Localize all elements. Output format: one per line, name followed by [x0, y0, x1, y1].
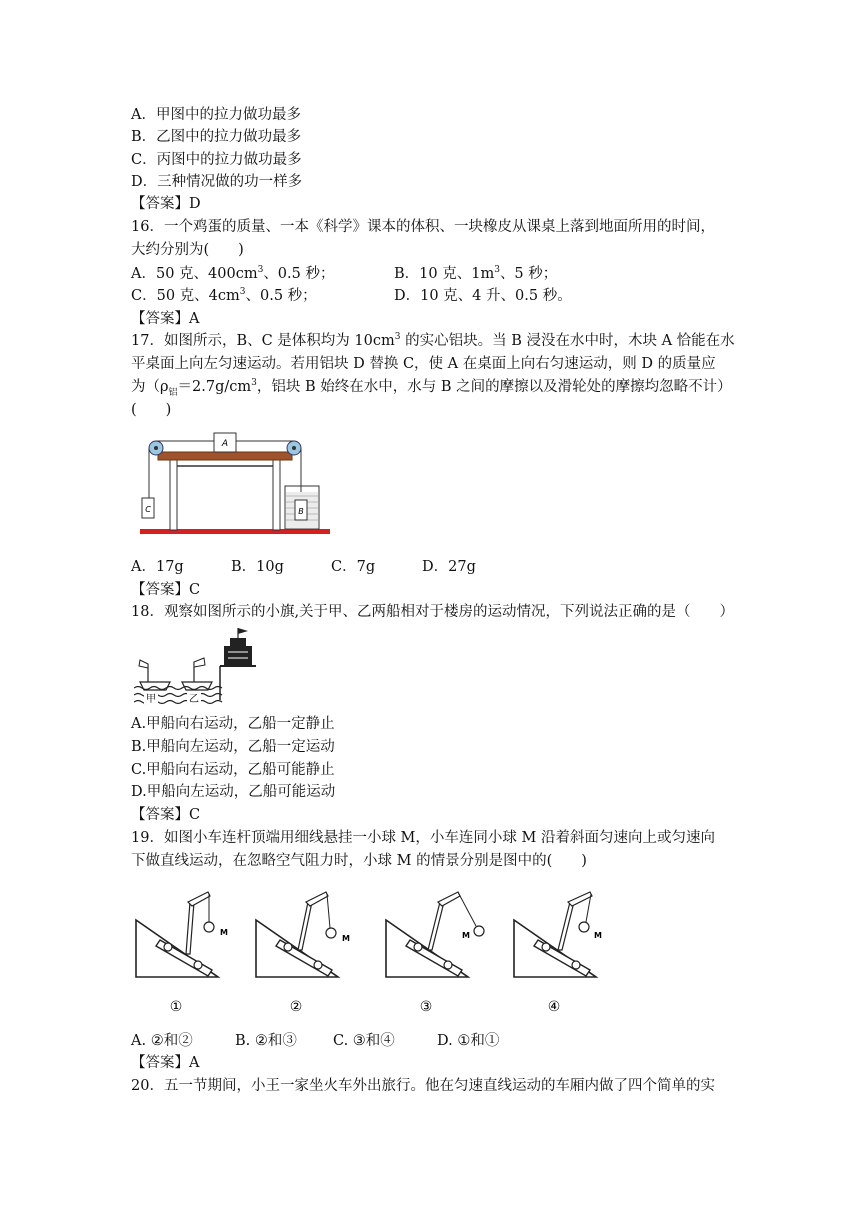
q19-answer: 【答案】A	[131, 1055, 200, 1071]
q18-stem: 18．观察如图所示的小旗,关于甲、乙两船相对于楼房的运动情况，下列说法正确的是（ ）	[131, 604, 735, 620]
q18-option-b: B.甲船向左运动，乙船一定运动	[131, 739, 335, 755]
q16-option-a: A．50 克、$400cm^3$、0.5 秒；	[131, 265, 335, 282]
incline-figure-4	[514, 892, 602, 1015]
ball-m-label-2: M	[342, 934, 350, 943]
q16-options-row1	[131, 264, 557, 284]
q18-boats-figure	[134, 624, 260, 710]
q16-options-row2	[131, 286, 572, 306]
incline-figure-3	[386, 892, 484, 1015]
boat-jia-flag	[139, 660, 148, 668]
fig-label-4: ④	[547, 999, 561, 1015]
building	[224, 646, 252, 666]
q17-option-d: D．27g	[422, 559, 476, 575]
q17-pulley-table-figure	[134, 428, 330, 542]
q19-option-a: A. ②和②	[131, 1033, 193, 1049]
q17-option-c: C．7g	[331, 559, 376, 575]
q16-option-c: C．50 克、$4cm^3$、0.5 秒；	[131, 287, 317, 304]
ground	[140, 529, 330, 534]
q19-incline-figures	[130, 880, 616, 1020]
q19-option-d: D. ①和①	[437, 1033, 500, 1049]
ball-m-label-4: M	[594, 931, 602, 940]
fig-label-2: ②	[289, 999, 303, 1015]
q17-option-a: A．17g	[131, 559, 184, 575]
q17-option-b: B．10g	[231, 559, 284, 575]
boat-yi-flag	[194, 658, 205, 667]
q20-stem-line1: 20．五一节期间，小王一家坐火车外出旅行。他在匀速直线运动的车厢内做了四个简单的实	[131, 1078, 715, 1094]
q18-option-c: C.甲船向右运动，乙船可能静止	[131, 762, 335, 778]
q19-stem-line2: 下做直线运动，在忽略空气阻力时，小球 M 的情景分别是图中的( )	[131, 853, 587, 869]
q19-stem-line1: 19．如图小车连杆顶端用细线悬挂一小球 M，小车连同小球 M 沿着斜面匀速向上或匀速向	[131, 830, 715, 846]
ball-m-label-1: M	[220, 928, 228, 937]
q15-option-a: A．甲图中的拉力做功最多	[131, 107, 301, 123]
incline-figure-1	[136, 892, 228, 1015]
incline-figure-2	[256, 892, 350, 1015]
q15-answer: 【答案】D	[131, 196, 201, 212]
label-a: A	[221, 439, 229, 449]
q19-option-c: C. ③和④	[333, 1033, 395, 1049]
q16-option-b: B．10 克、$1m^3$、5 秒；	[394, 265, 558, 282]
table-leg-right	[273, 460, 280, 530]
ball-m-label-3: M	[462, 931, 470, 940]
fig-label-1: ①	[169, 999, 183, 1015]
building-flag	[238, 628, 248, 634]
q17-stem-line1: 17．如图所示，B、C 是体积均为 $10cm^3$ 的实心铝块。当 B 浸没在水中时，木块 A 恰能在水	[131, 332, 735, 349]
q18-option-a: A.甲船向右运动，乙船一定静止	[131, 716, 335, 732]
q19-option-b: B. ②和③	[235, 1033, 297, 1049]
label-c: C	[145, 505, 151, 514]
q16-option-d: D．10 克、4 升、0.5 秒。	[394, 288, 572, 304]
q16-answer: 【答案】A	[131, 311, 200, 327]
q17-answer: 【答案】C	[131, 582, 201, 598]
q17-stem-line2: 平桌面上向左匀速运动。若用铝块 D 替换 C，使 A 在桌面上向右匀速运动，则 D 的质量应	[131, 356, 716, 372]
q17-options	[131, 557, 476, 577]
q17-stem-line3: 为（$\rho_铝=2.7g/cm^3$，铝块 B 始终在水中，水与 B 之间的摩擦以及滑轮处的摩擦均忽略不计）	[131, 378, 732, 398]
table-leg-left	[170, 460, 177, 530]
q17-stem-line4: ( )	[131, 402, 172, 418]
q16-stem-line2: 大约分别为( )	[131, 242, 244, 258]
q15-option-c: C．丙图中的拉力做功最多	[131, 152, 302, 168]
q19-options	[131, 1031, 499, 1051]
fig-label-3: ③	[419, 999, 433, 1015]
q18-answer: 【答案】C	[131, 807, 201, 823]
q15-option-b: B．乙图中的拉力做功最多	[131, 129, 302, 145]
q15-option-d: D．三种情况做的功一样多	[131, 174, 303, 190]
table-top	[158, 452, 292, 460]
label-jia: 甲	[146, 694, 156, 705]
q18-option-d: D.甲船向左运动，乙船可能运动	[131, 784, 336, 800]
label-yi: 乙	[189, 694, 199, 705]
q16-stem-line1: 16．一个鸡蛋的质量、一本《科学》课本的体积、一块橡皮从课桌上落到地面所用的时间，	[131, 219, 715, 235]
label-b: B	[298, 507, 304, 516]
